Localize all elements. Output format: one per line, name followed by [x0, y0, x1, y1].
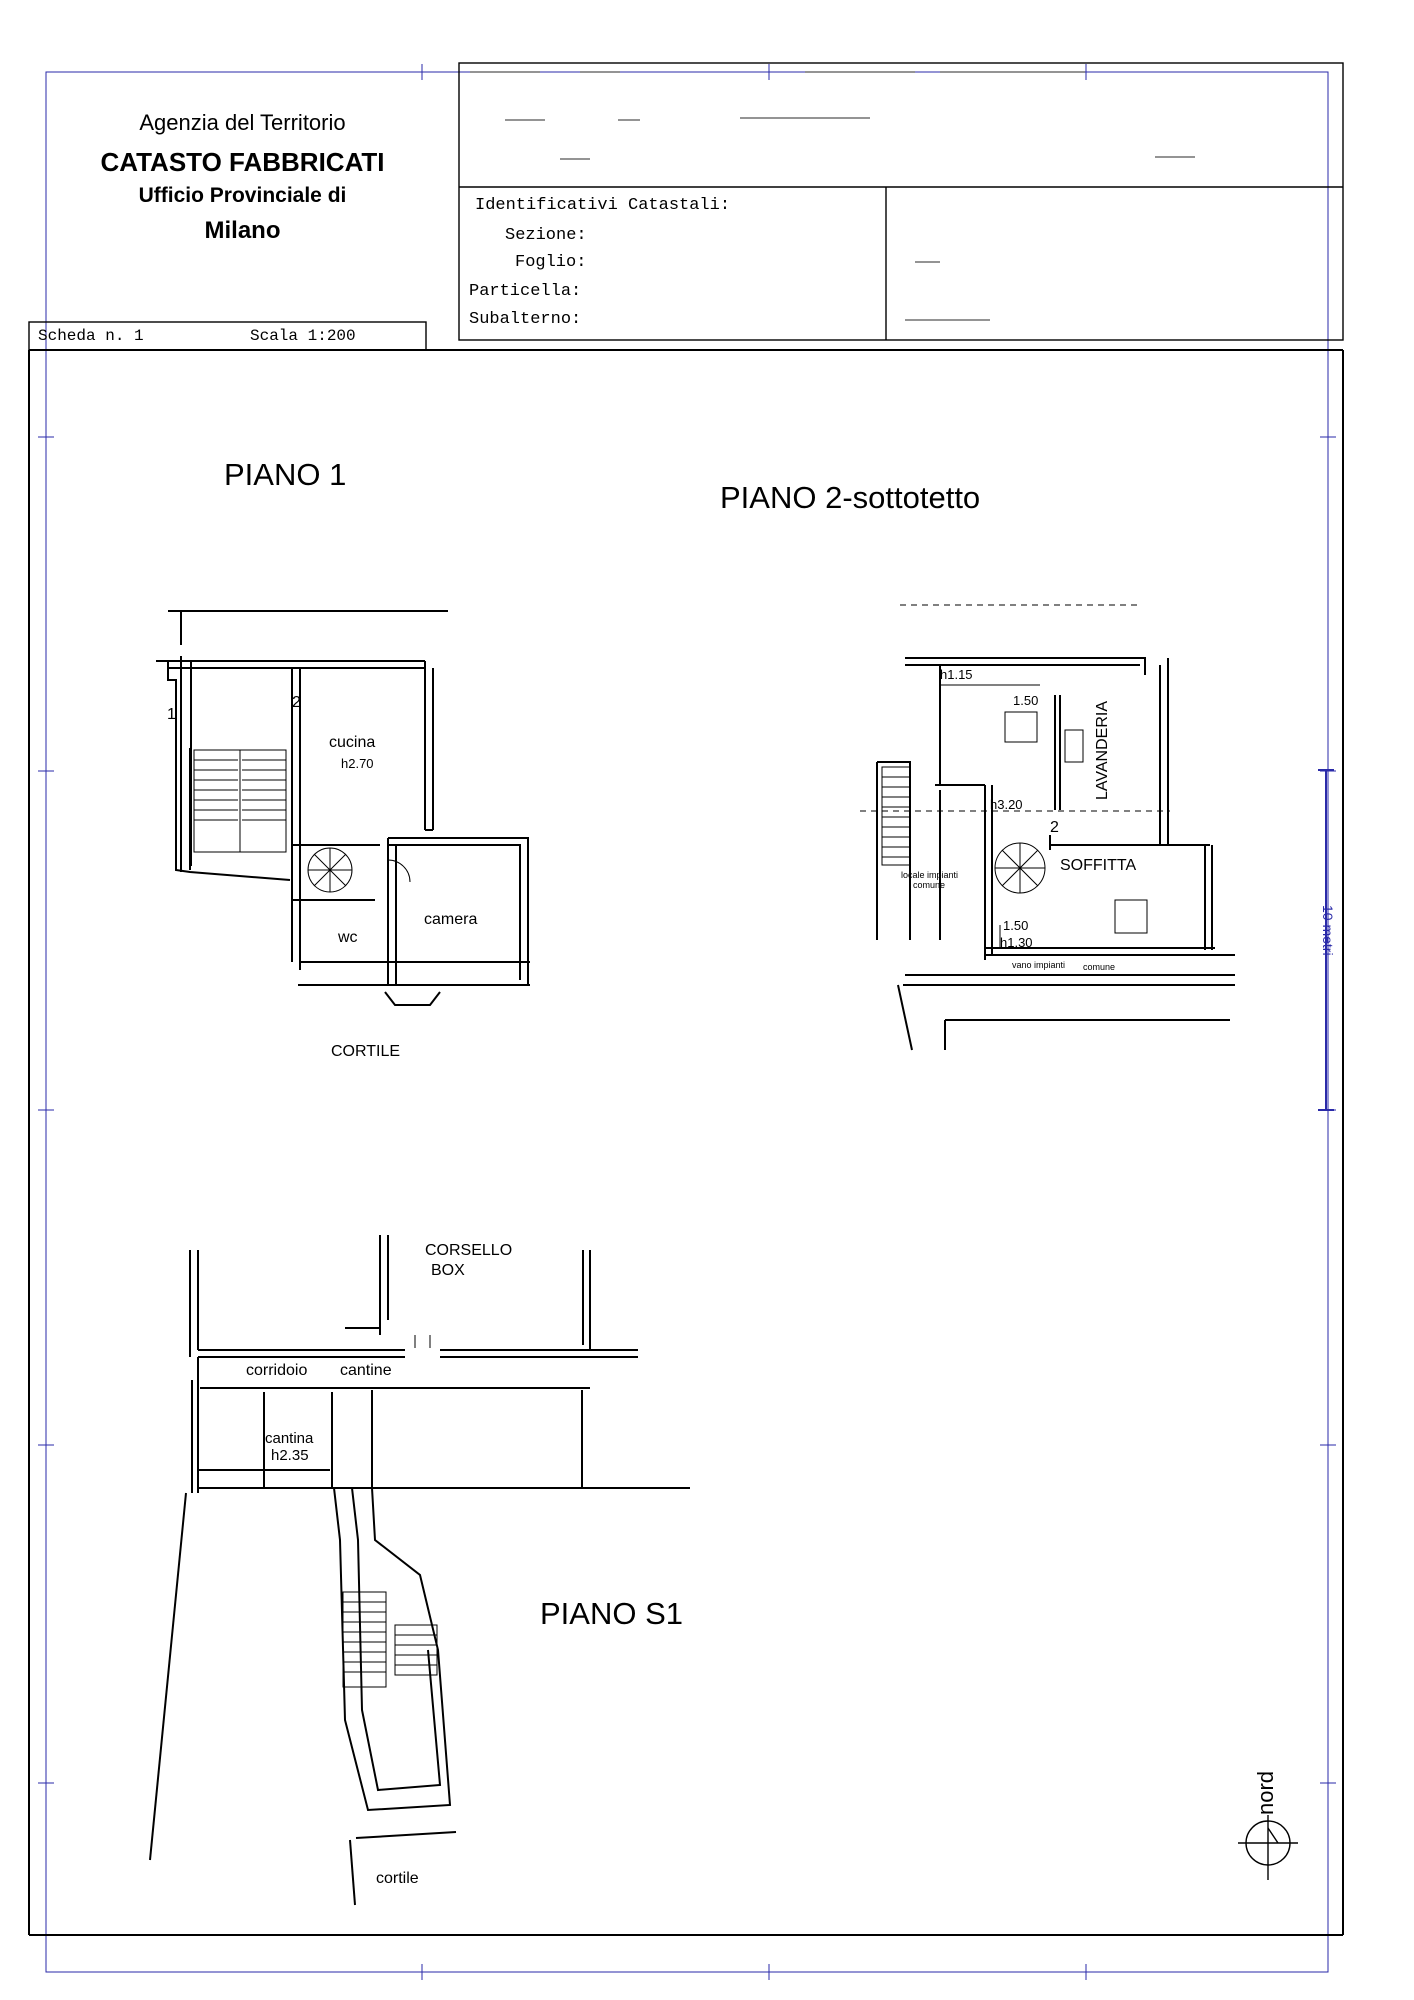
blue-frame: [38, 64, 1336, 1980]
scale-bar-label: 10 metri: [1320, 905, 1336, 956]
height-h130: h1.30: [1000, 935, 1033, 950]
label-corsello: CORSELLO: [425, 1242, 513, 1259]
plan-piano-s1: [150, 1235, 690, 1905]
label-cortile-piano-1: CORTILE: [331, 1043, 401, 1060]
main-frame: [29, 350, 1343, 1935]
piano-1-stairs: [194, 750, 410, 892]
room-soffitta: SOFFITTA: [1060, 857, 1137, 874]
label-cortile-s1: cortile: [376, 1870, 419, 1887]
room-camera: camera: [424, 911, 478, 928]
room-cantine: cantine: [340, 1362, 392, 1379]
room-cantina: cantina: [265, 1430, 314, 1447]
room-cantina-height: h2.35: [271, 1447, 309, 1464]
room-locale-impianti-comune: comune: [913, 880, 946, 890]
marker-2: 2: [292, 694, 301, 711]
room-lavanderia: LAVANDERIA: [1094, 701, 1111, 800]
room-corridoio: corridoio: [246, 1362, 308, 1379]
scheda-label: Scheda n. 1: [38, 327, 144, 345]
room-locale-impianti: locale impianti: [901, 870, 959, 880]
piano-2-title: PIANO 2-sottotetto: [720, 480, 981, 515]
room-wc: wc: [338, 929, 358, 946]
foglio-label: Foglio:: [515, 253, 587, 272]
dimension-150-top: 1.50: [1013, 693, 1039, 708]
room-cucina: cucina: [329, 734, 376, 751]
particella-label: Particella:: [469, 282, 582, 301]
scala-label: Scala 1:200: [250, 327, 356, 345]
subalterno-label: Subalterno:: [469, 310, 582, 329]
piano-s1-title: PIANO S1: [540, 1596, 683, 1631]
height-h115: h1.15: [940, 667, 973, 682]
agency-name: Agenzia del Territorio: [139, 110, 346, 135]
room-cucina-height: h2.70: [341, 756, 374, 771]
office-label: Ufficio Provinciale di: [138, 184, 347, 207]
north-label: nord: [1253, 1770, 1278, 1815]
dimension-150-bottom: 1.50: [1003, 918, 1029, 933]
city-label: Milano: [204, 217, 281, 244]
piano-2-details: [860, 605, 1170, 948]
identificativi-label: Identificativi Catastali:: [475, 196, 731, 215]
height-h320: h3.20: [990, 797, 1023, 812]
catasto-title: CATASTO FABBRICATI: [100, 147, 385, 177]
room-vano-impianti: vano impianti: [1012, 960, 1066, 970]
label-box: BOX: [431, 1262, 465, 1279]
sezione-label: Sezione:: [505, 226, 587, 245]
room-vano-impianti-comune: comune: [1083, 962, 1116, 972]
marker-2-piano-2: 2: [1050, 819, 1059, 836]
plan-piano-2: [877, 658, 1235, 1050]
north-arrow-icon: [1238, 1815, 1298, 1880]
piano-1-title: PIANO 1: [224, 457, 347, 492]
marker-1: 1: [167, 706, 176, 723]
